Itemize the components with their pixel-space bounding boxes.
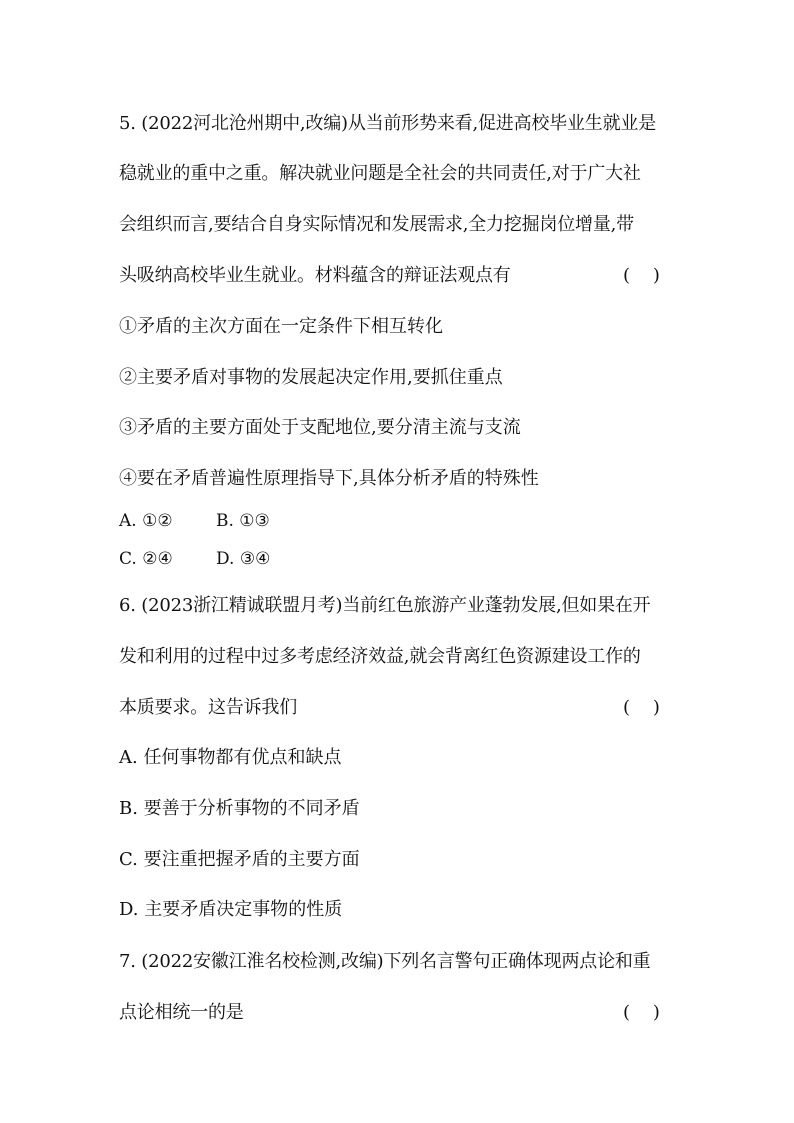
statement-1: ①矛盾的主次方面在一定条件下相互转化 — [119, 316, 443, 337]
question-5-option-b[interactable]: B. ①③ — [216, 511, 270, 531]
question-6-option-d[interactable]: D. 主要矛盾决定事物的性质 — [119, 899, 343, 920]
question-5-answer-blank[interactable]: ( ) — [623, 265, 660, 286]
question-5-line-1: 5. (2022河北沧州期中,改编)从当前形势来看,促进高校毕业生就业是 — [119, 113, 656, 134]
question-6-option-a[interactable]: A. 任何事物都有优点和缺点 — [119, 747, 342, 768]
question-5-line-4: 头吸纳高校毕业生就业。材料蕴含的辩证法观点有 — [119, 265, 511, 286]
question-7-answer-blank[interactable]: ( ) — [623, 1002, 660, 1023]
question-6-option-b[interactable]: B. 要善于分析事物的不同矛盾 — [119, 798, 360, 819]
question-6-option-c[interactable]: C. 要注重把握矛盾的主要方面 — [119, 849, 360, 870]
question-5-option-c[interactable]: C. ②④ — [119, 549, 173, 569]
question-6-line-1: 6. (2023浙江精诚联盟月考)当前红色旅游产业蓬勃发展,但如果在开 — [119, 595, 651, 616]
question-6-answer-blank[interactable]: ( ) — [623, 697, 660, 718]
question-5-option-a[interactable]: A. ①② — [119, 511, 173, 531]
statement-2: ②主要矛盾对事物的发展起决定作用,要抓住重点 — [119, 367, 503, 388]
question-5-line-3: 会组织而言,要结合自身实际情况和发展需求,全力挖掘岗位增量,带 — [119, 214, 634, 235]
question-6-line-2: 发和利用的过程中过多考虑经济效益,就会背离红色资源建设工作的 — [119, 646, 641, 667]
question-7-line-2: 点论相统一的是 — [119, 1002, 244, 1023]
question-5-option-d[interactable]: D. ③④ — [216, 549, 271, 569]
question-7-line-1: 7. (2022安徽江淮名校检测,改编)下列名言警句正确体现两点论和重 — [119, 951, 651, 972]
statement-3: ③矛盾的主要方面处于支配地位,要分清主流与支流 — [119, 417, 521, 438]
statement-4: ④要在矛盾普遍性原理指导下,具体分析矛盾的特殊性 — [119, 468, 539, 489]
question-6-line-3: 本质要求。这告诉我们 — [119, 697, 297, 718]
question-5-line-2: 稳就业的重中之重。解决就业问题是全社会的共同责任,对于广大社 — [119, 163, 641, 184]
